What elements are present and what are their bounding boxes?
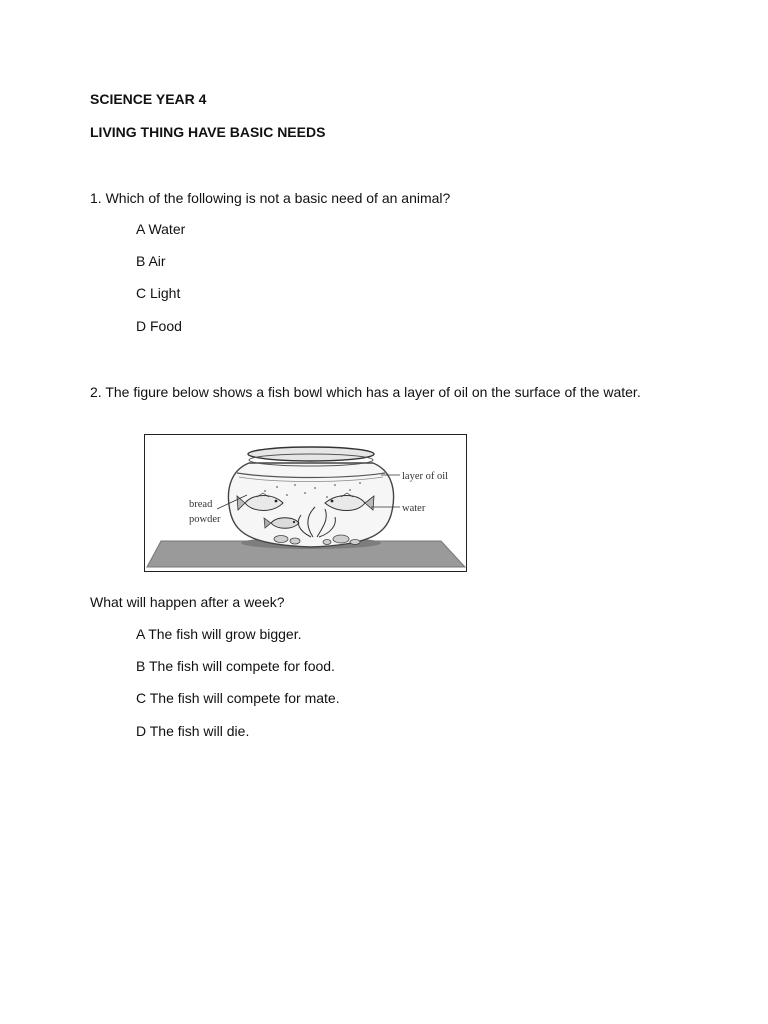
fish-bowl-illustration bbox=[145, 435, 468, 573]
question-2-text: 2. The figure below shows a fish bowl which has a layer of oil on the surface of the water. bbox=[90, 384, 641, 400]
question-1-text: 1. Which of the following is not a basic need of an animal? bbox=[90, 190, 451, 206]
document-title: SCIENCE YEAR 4 bbox=[90, 91, 207, 107]
question-1-option-b: B Air bbox=[136, 253, 166, 269]
question-1-option-d: D Food bbox=[136, 318, 182, 334]
question-2-option-a: A The fish will grow bigger. bbox=[136, 626, 302, 642]
document-subtitle: LIVING THING HAVE BASIC NEEDS bbox=[90, 124, 326, 140]
question-2-option-d: D The fish will die. bbox=[136, 723, 250, 739]
label-water: water bbox=[402, 503, 426, 514]
fish-bowl-figure bbox=[144, 434, 467, 572]
question-2-option-c: C The fish will compete for mate. bbox=[136, 690, 340, 706]
question-2-prompt: What will happen after a week? bbox=[90, 594, 285, 610]
question-2-option-b: B The fish will compete for food. bbox=[136, 658, 335, 674]
question-1-option-a: A Water bbox=[136, 221, 186, 237]
label-powder: powder bbox=[189, 514, 221, 525]
label-bread: bread bbox=[189, 499, 213, 510]
question-1-option-c: C Light bbox=[136, 285, 181, 301]
label-layer-of-oil: layer of oil bbox=[402, 471, 449, 482]
